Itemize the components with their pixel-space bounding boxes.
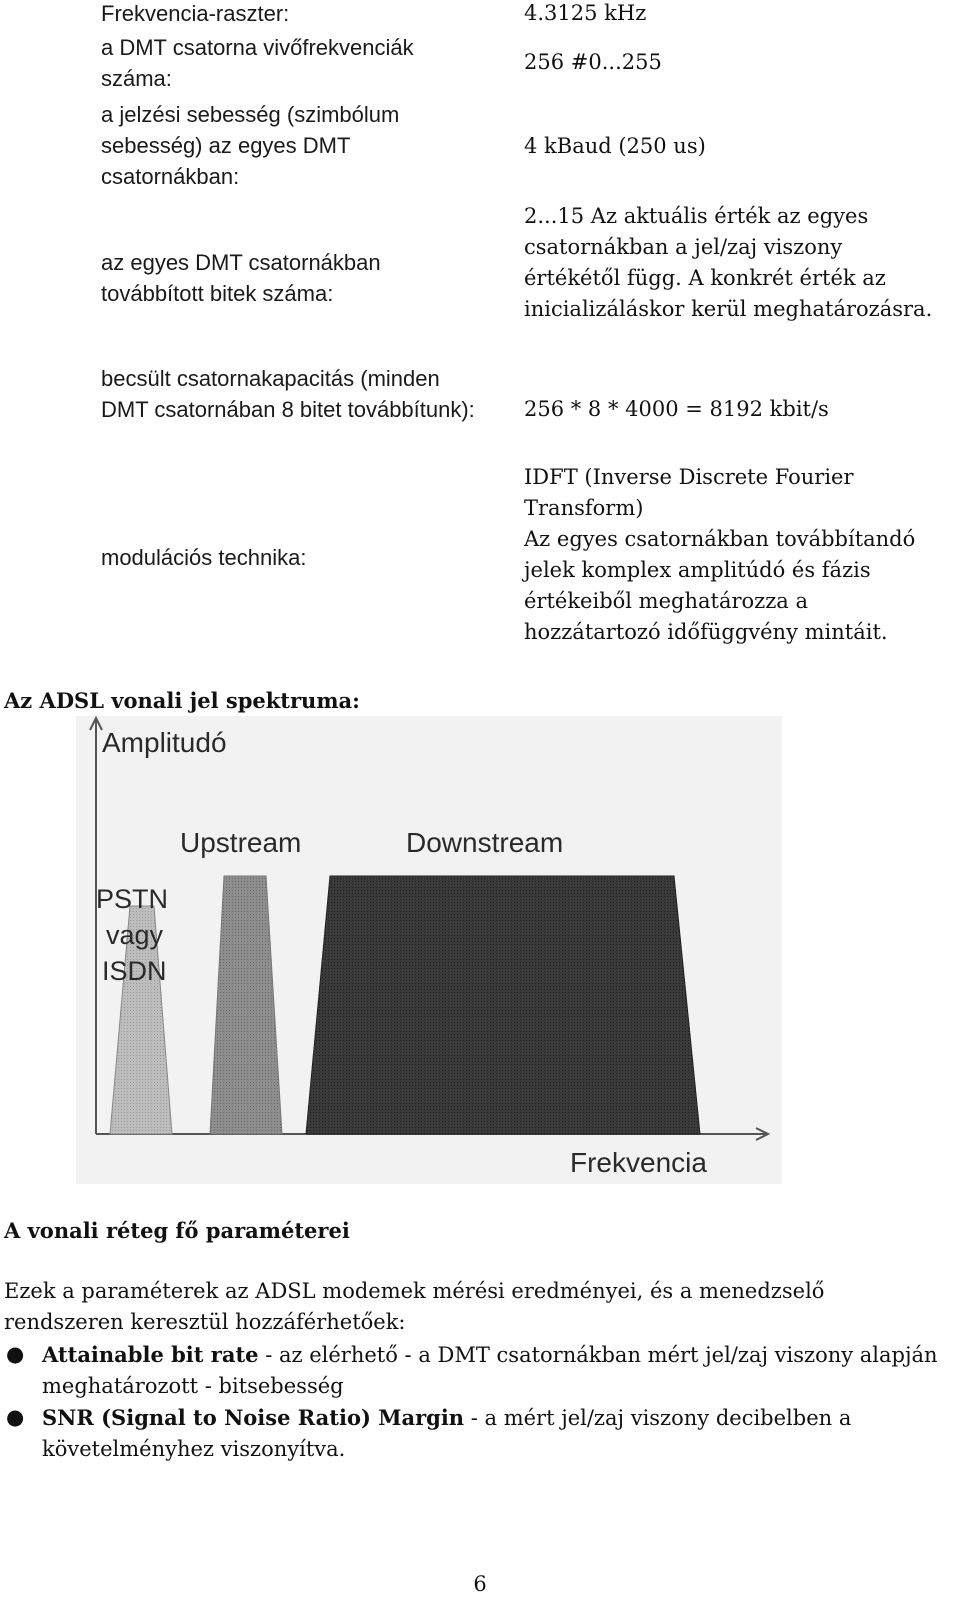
downstream-label: Downstream — [406, 827, 564, 858]
param-label-frequency-raster: Frekvencia-raszter: — [101, 1, 290, 26]
page-number: 6 — [473, 1572, 487, 1596]
pstn-label-line1: PSTN — [96, 884, 169, 914]
list-item — [4, 1402, 954, 1465]
section-heading: A vonali réteg fő paraméterei — [4, 1218, 350, 1243]
bullet-icon: ● — [6, 1342, 25, 1366]
adsl-spectrum-figure — [76, 716, 782, 1184]
param-label-modulation: modulációs technika: — [101, 545, 307, 570]
param-value-modulation: IDFT (Inverse Discrete Fourier Transform) Az egyes csatornákban továbbítandó jelek komplex amplitúdó és fázis értékeiből meghatározza a hozzátartozó időfüggvény mintáit. — [524, 465, 916, 644]
pstn-label-line3: ISDN — [102, 956, 167, 986]
list-item-term: Attainable bit rate — [42, 1342, 259, 1367]
list-item-text: - a mért jel/zaj viszony decibelben a követelményhez viszonyítva. — [42, 1406, 852, 1461]
band-downstream — [306, 876, 700, 1134]
list-item — [4, 1339, 954, 1402]
param-value-carrier-count: 256 #0...255 — [524, 50, 662, 74]
spectrum-diagram — [76, 716, 782, 1184]
param-value-frequency-raster: 4.3125 kHz — [524, 1, 647, 25]
spectrum-heading: Az ADSL vonali jel spektruma: — [4, 688, 360, 713]
x-axis-label: Frekvencia — [570, 1147, 707, 1178]
band-upstream — [210, 876, 282, 1134]
y-axis-label: Amplitudó — [102, 727, 227, 758]
param-value-capacity: 256 * 8 * 4000 = 8192 kbit/s — [524, 397, 829, 421]
param-value-bits-per-channel: 2...15 Az aktuális érték az egyes csatornákban a jel/zaj viszony értékétől függ. A konkrét érték az inicializáláskor kerül meghatározásra. — [524, 204, 933, 321]
param-value-symbol-rate: 4 kBaud (250 us) — [524, 134, 706, 158]
bullet-icon: ● — [6, 1405, 25, 1429]
param-label-capacity: becsült csatornakapacitás (minden DMT csatornában 8 bitet továbbítunk): — [101, 366, 475, 422]
list-item-text: - az elérhető - a DMT csatornákban mért jel/zaj viszony alapján meghatározott - bitsebesség — [42, 1343, 938, 1398]
param-label-bits-per-channel: az egyes DMT csatornákban továbbított bitek száma: — [101, 250, 381, 306]
upstream-label: Upstream — [180, 827, 302, 858]
param-label-symbol-rate: a jelzési sebesség (szimbólum sebesség) az egyes DMT csatornákban: — [101, 102, 400, 189]
param-label-carrier-count: a DMT csatorna vivőfrekvenciák száma: — [101, 35, 414, 91]
section-intro: Ezek a paraméterek az ADSL modemek mérési eredményei, és a menedzselő rendszeren keresztül hozzáférhetőek: — [4, 1279, 825, 1334]
pstn-label-line2: vagy — [106, 920, 164, 950]
parameter-list — [4, 1339, 954, 1465]
list-item-term: SNR (Signal to Noise Ratio) Margin — [42, 1405, 465, 1430]
